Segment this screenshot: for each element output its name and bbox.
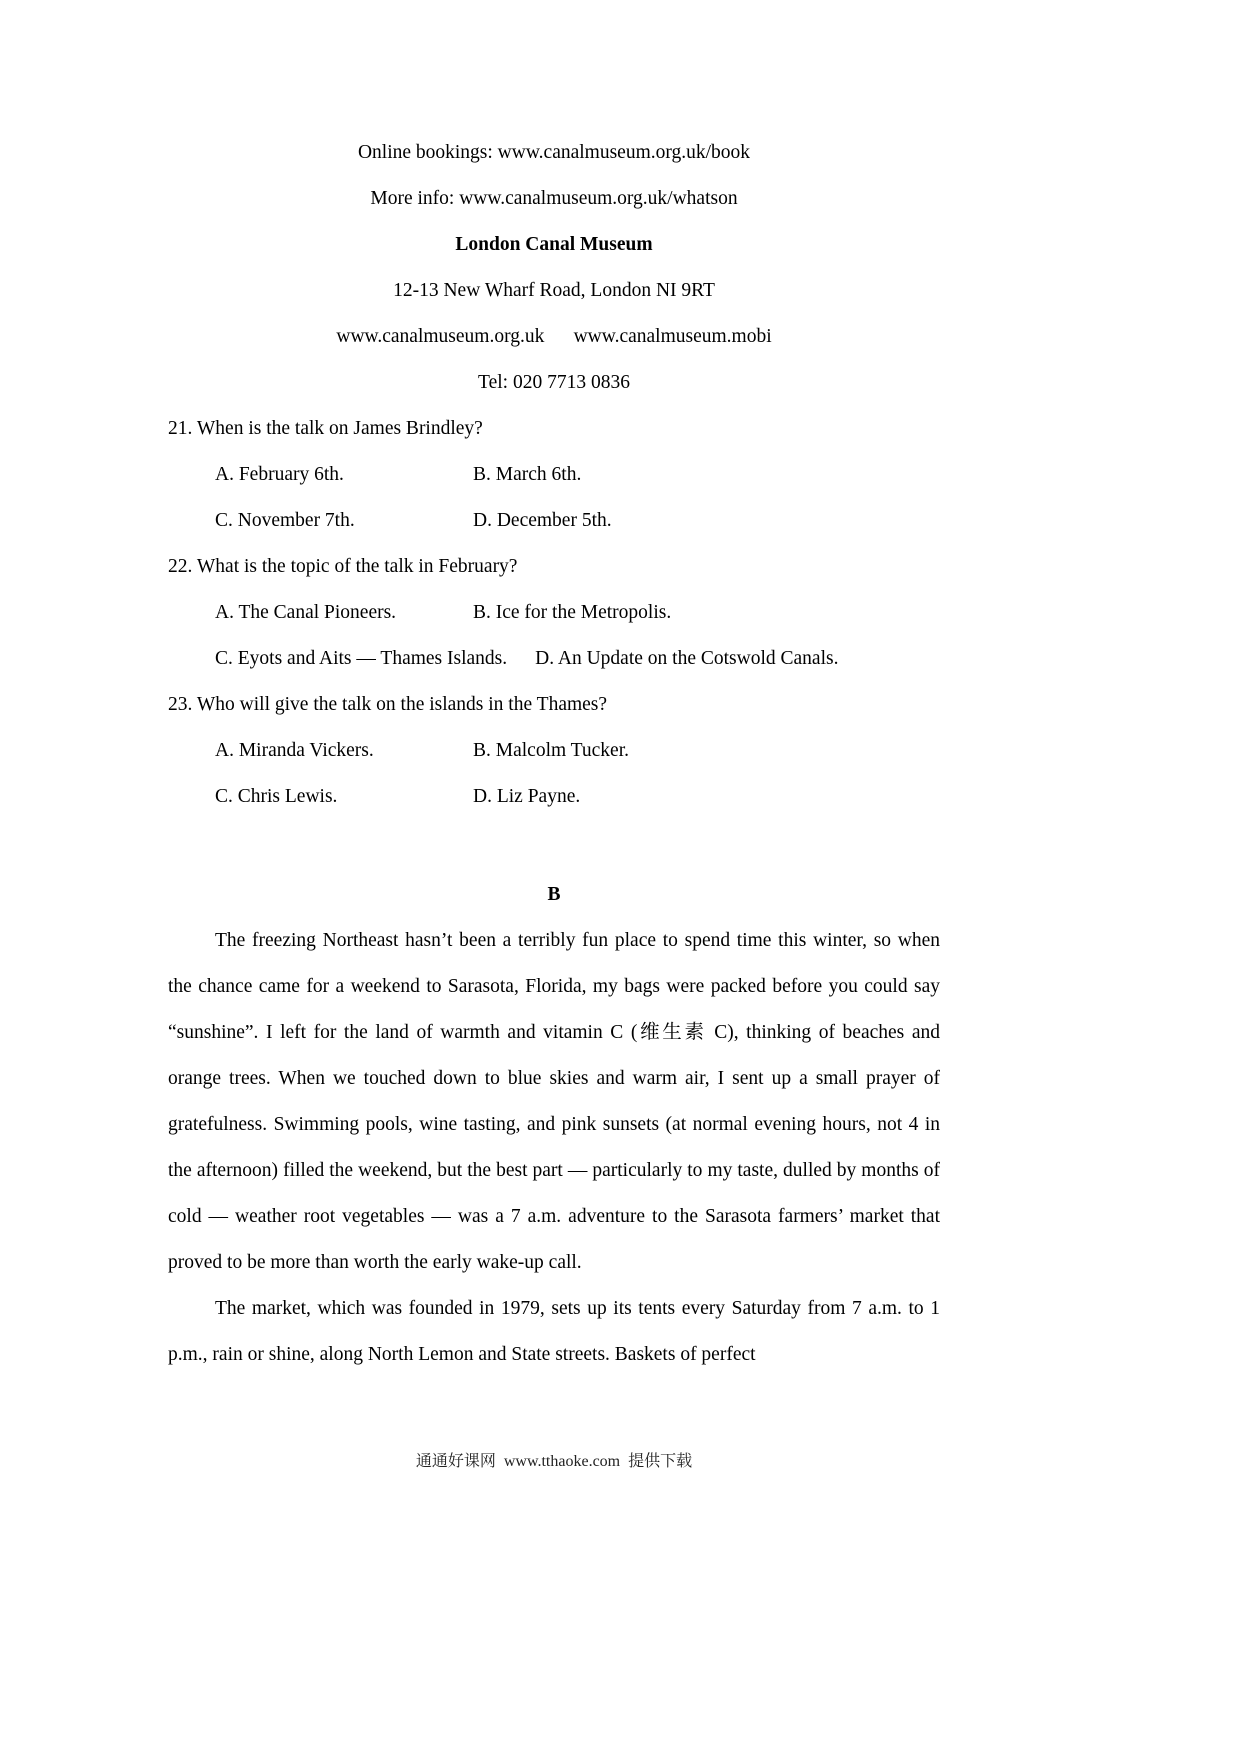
question	[168, 406, 940, 544]
answer-option: A. Miranda Vickers.	[215, 740, 374, 761]
option-row	[168, 636, 940, 682]
option-row	[168, 728, 940, 774]
answer-option: A. The Canal Pioneers.	[215, 602, 397, 623]
answer-option: C. Eyots and Aits — Thames Islands.	[215, 648, 508, 669]
option-row	[168, 498, 940, 544]
section-label: B	[547, 884, 561, 905]
header-line: More info: www.canalmuseum.org.uk/whatson	[370, 188, 738, 209]
answer-option: A. February 6th.	[215, 464, 344, 485]
footer: 通通好课网 www.tthaoke.com 提供下载	[415, 1453, 693, 1470]
question	[168, 682, 940, 820]
passage-paragraph: The freezing Northeast hasn’t been a terribly fun place to spend time this winter, so when the chance came for a weekend to Sarasota, Florida, my bags were packed before you could say “sunshine”. I left for the land of warmth and vitamin C (维生素 C), thinking of beaches and orange trees. When we touched down to blue skies and warm air, I sent up a small prayer of gratefulness. Swimming pools, wine tasting, and pink sunsets (at normal evening hours, not 4 in the afternoon) filled the weekend, but the best part — particularly to my taste, dulled by months of cold — weather root vegetables — was a 7 a.m. adventure to the Sarasota farmers’ market that proved to be more than worth the early wake-up call.	[168, 930, 940, 1273]
question-stem: 22. What is the topic of the talk in February?	[168, 556, 518, 577]
answer-option: D. December 5th.	[473, 510, 612, 531]
answer-option: C. November 7th.	[215, 510, 355, 531]
answer-option: D. An Update on the Cotswold Canals.	[535, 648, 839, 669]
answer-option: D. Liz Payne.	[473, 786, 581, 807]
header-line: Online bookings: www.canalmuseum.org.uk/book	[357, 142, 751, 163]
answer-option: B. March 6th.	[473, 464, 582, 485]
question	[168, 544, 940, 682]
passage-block	[168, 918, 940, 1378]
option-row	[168, 590, 940, 636]
answer-option: C. Chris Lewis.	[215, 786, 338, 807]
passage-paragraph: The market, which was founded in 1979, sets up its tents every Saturday from 7 a.m. to 1 p.m., rain or shine, along North Lemon and State streets. Baskets of perfect	[168, 1298, 940, 1365]
answer-option: B. Malcolm Tucker.	[473, 740, 630, 761]
question-stem: 21. When is the talk on James Brindley?	[168, 418, 483, 439]
question-stem: 23. Who will give the talk on the islands in the Thames?	[168, 694, 608, 715]
option-row	[168, 452, 940, 498]
header-line: www.canalmuseum.org.uk www.canalmuseum.mobi	[336, 326, 772, 347]
header-line: 12-13 New Wharf Road, London NI 9RT	[393, 280, 715, 301]
header-line: Tel: 020 7713 0836	[478, 372, 630, 393]
header-block	[168, 130, 940, 406]
option-row	[168, 774, 940, 820]
questions-block	[168, 406, 940, 820]
answer-option: B. Ice for the Metropolis.	[473, 602, 672, 623]
document-title: London Canal Museum	[455, 234, 653, 255]
